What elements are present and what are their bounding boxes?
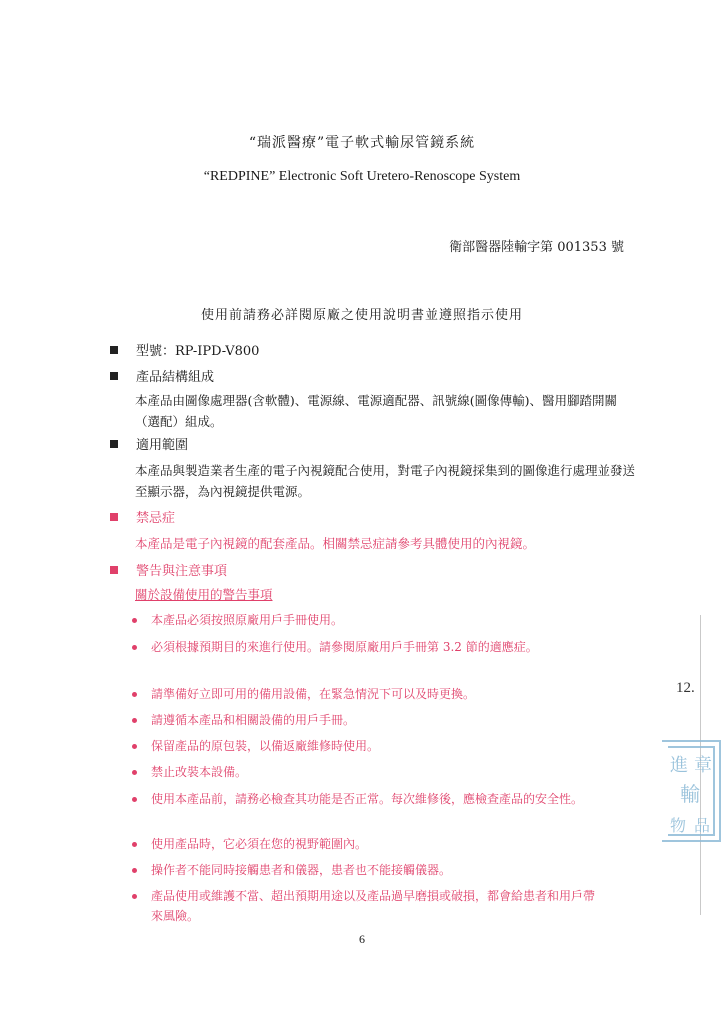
warning-subheading: 關於設備使用的警告事項 [135,587,273,602]
license-number: 衛部醫器陸輸字第 001353 號 [449,240,624,255]
warning-item [130,886,600,926]
stamp-char: 進 [670,755,688,776]
warning-text: 使用本產品前，請務必檢查其功能是否正常。每次維修後，應檢查產品的安全性。 [151,792,584,806]
square-bullet-icon [110,566,118,574]
dot-bullet-icon [132,718,137,723]
stamp-char: 品 [694,816,711,835]
contra-text: 本產品是電子內視鏡的配套產品。相關禁忌症請參考具體使用的內視鏡。 [135,536,536,551]
contra-row [110,507,175,526]
margin-number: 12. [676,680,695,696]
warning-text: 禁止改裝本設備。 [151,765,248,779]
warning-item [130,789,600,809]
contra-title: 禁忌症 [136,511,176,526]
dot-bullet-icon [132,842,137,847]
scope-row [110,434,188,453]
stamp-char: 輸 [680,782,700,806]
dot-bullet-icon [132,744,137,749]
square-bullet-icon [110,513,118,521]
structure-title: 產品結構組成 [136,370,215,385]
title-chinese: “瑞派醫療”電子軟式輸尿管鏡系統 [248,135,476,151]
warning-item [130,684,600,704]
warning-item [130,710,600,730]
square-bullet-icon [110,346,118,354]
warning-text: 使用產品時，它必須在您的視野範圍內。 [151,837,368,851]
page-number: 6 [359,932,365,946]
official-seal-stamp-icon [654,735,724,847]
square-bullet-icon [110,440,118,448]
warning-row [110,560,227,579]
warning-item [130,610,600,630]
structure-row [110,366,214,385]
warning-item [130,736,600,756]
model-text: 型號：RP-IPD-V800 [136,344,260,359]
stamp-char: 物 [670,816,687,835]
square-bullet-icon [110,372,118,380]
warning-text: 請遵循本產品和相關設備的用戶手冊。 [151,713,356,727]
dot-bullet-icon [132,868,137,873]
warning-text: 請準備好立即可用的備用設備，在緊急情況下可以及時更換。 [151,687,476,701]
warning-text: 必須根據預期目的來進行使用。請參閱原廠用戶手冊第 3.2 節的適應症。 [151,640,538,654]
warning-text: 本產品必須按照原廠用戶手冊使用。 [151,613,344,627]
model-row [110,340,259,359]
stamp-char: 章 [694,755,712,776]
dot-bullet-icon [132,618,137,623]
warning-item [130,860,600,880]
dot-bullet-icon [132,894,137,899]
dot-bullet-icon [132,797,137,802]
title-english: “REDPINE” Electronic Soft Uretero-Renoscope System [203,169,521,184]
dot-bullet-icon [132,692,137,697]
warning-text: 操作者不能同時接觸患者和儀器，患者也不能接觸儀器。 [151,863,452,877]
scope-text: 本產品與製造業者生產的電子內視鏡配合使用，對電子內視鏡採集到的圖像進行處理並發送至顯示器，為內視鏡提供電源。 [135,463,636,499]
dot-bullet-icon [132,645,137,650]
warning-text: 保留產品的原包裝，以備返廠維修時使用。 [151,739,380,753]
warning-item [130,834,600,854]
scope-title: 適用範圍 [136,438,189,453]
structure-text: 本產品由圖像處理器(含軟體)、電源線、電源適配器、訊號線(圖像傳輸)、醫用腳踏開關（選配）組成。 [135,393,618,429]
dot-bullet-icon [132,770,137,775]
warning-item [130,762,600,782]
warning-title: 警告與注意事項 [136,564,228,579]
warning-text: 產品使用或維護不當、超出預期用途以及產品過早磨損或破損，都會給患者和用戶帶來風險。 [151,889,596,923]
usage-notice: 使用前請務必詳閱原廠之使用說明書並遵照指示使用 [200,308,523,323]
warning-item [130,637,600,657]
